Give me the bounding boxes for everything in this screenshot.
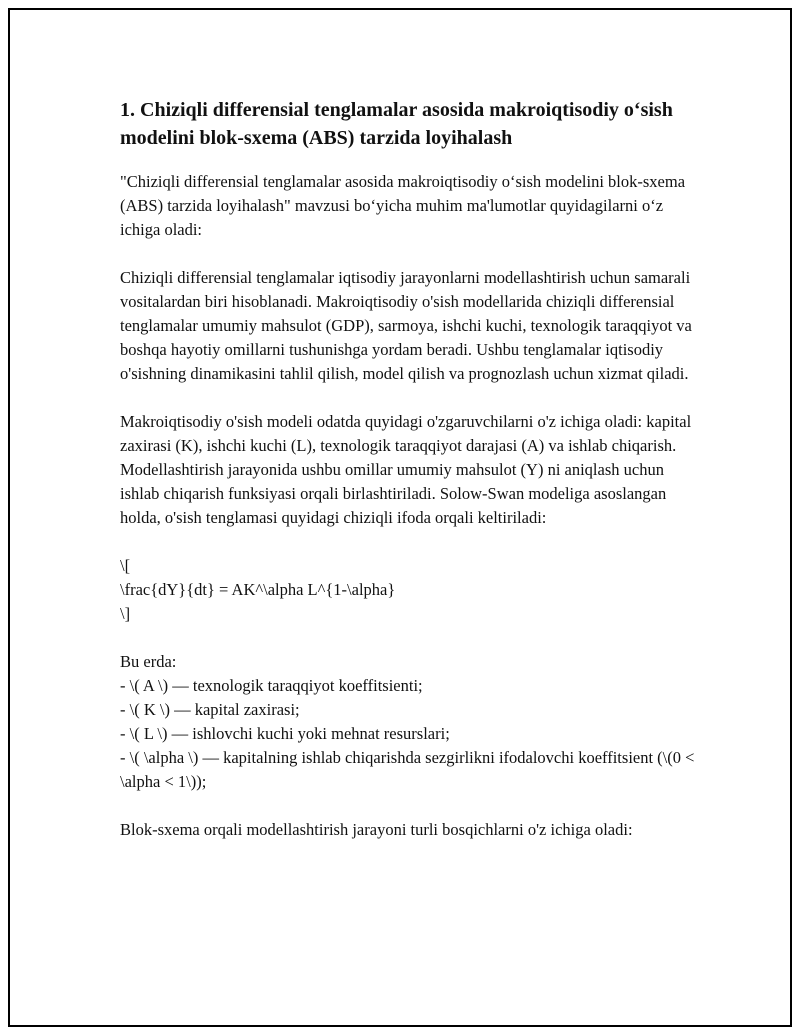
document-page xyxy=(8,8,792,1027)
intro-paragraph: "Chiziqli differensial tenglamalar asosida makroiqtisodiy o‘sish modelini blok-sxema (ABS) tarzida loyihalash" mavzusi bo‘yicha muhim ma'lumotlar quyidagilarni o‘z ichiga oladi: xyxy=(120,172,686,239)
variable-definitions: Bu erda: - \( A \) — texnologik taraqqiyot koeffitsienti; - \( K \) — kapital zaxirasi; - \( L \) — ishlovchi kuchi yoki mehnat resurslari; - \( \alpha \) — kapitalning ishlab chiqarishda sezgirlikni ifodalovchi koeffitsient (\(0 < \alpha < 1\)); xyxy=(120,652,695,791)
growth-equation: \[ \frac{dY}{dt} = AK^\alpha L^{1-\alpha} \] xyxy=(120,556,396,623)
growth-model-paragraph: Makroiqtisodiy o'sish modeli odatda quyidagi o'zgaruvchilarni o'z ichiga oladi: kapital zaxirasi (K), ishchi kuchi (L), texnologik taraqqiyot darajasi (A) va ishlab chiqarish. Modellashtirish jarayonida ushbu omillar umumiy mahsulot (Y) ni aniqlash uchun ishlab chiqarish funksiyasi orqali birlashtiriladi. Solow-Swan modeliga asoslangan holda, o'sish tenglamasi quyidagi chiziqli ifoda orqali keltiriladi: xyxy=(120,412,692,527)
section-heading: 1. Chiziqli differensial tenglamalar asosida makroiqtisodiy o‘sish modelini blok-sxema (ABS) tarzida loyihalash xyxy=(120,99,673,149)
block-diagram-paragraph: Blok-sxema orqali modellashtirish jarayoni turli bosqichlarni o'z ichiga oladi: xyxy=(120,820,633,839)
linear-equations-paragraph: Chiziqli differensial tenglamalar iqtisodiy jarayonlarni modellashtirish uchun samarali vositalardan biri hisoblanadi. Makroiqtisodiy o'sish modellarida chiziqli differensial tenglamalar umumiy mahsulot (GDP), sarmoya, ishchi kuchi, texnologik taraqqiyot va boshqa hayotiy omillarni tushunishga yordam beradi. Ushbu tenglamalar iqtisodiy o'sishning dinamikasini tahlil qilish, model qilish va prognozlash uchun xizmat qiladi. xyxy=(120,268,692,383)
document-content xyxy=(120,96,700,866)
